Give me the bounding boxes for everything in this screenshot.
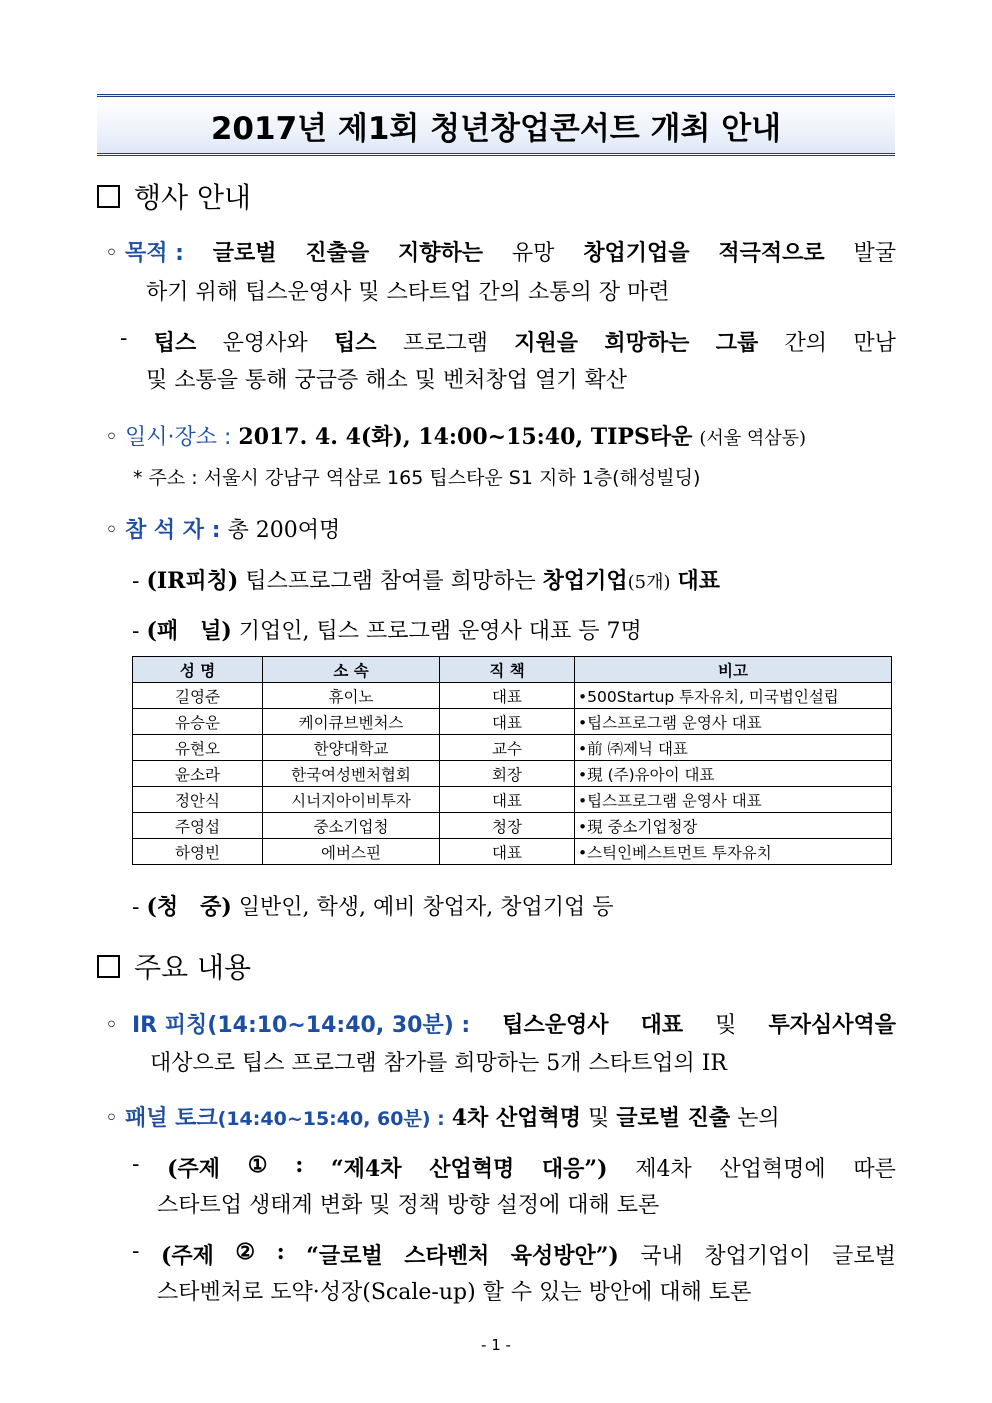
panel-talk-label: 패널 토크(14:40~15:40, 60분) : [124,1106,445,1131]
panel-topic1-line-2: 스타트업 생태계 변화 및 정책 방향 설정에 대해 토론 [157,1193,660,1218]
table-row: 하영빈 에버스핀 대표 •스틱인베스트먼트 투자유치 [133,839,892,865]
ir-pitching-line-1: ◦ IR 피칭(14:10~14:40, 30분) : 팁스운영사 대표 및 투자심사역을 [105,1012,896,1038]
attendees-audience-line: - (청 중) 일반인, 학생, 예비 창업자, 창업기업 등 [132,894,614,920]
address-note: * 주소 : 서울시 강남구 역삼로 165 팁스타운 S1 지하 1층(해성빌딩) [133,467,701,489]
datetime-line: ◦ 일시·장소 : 2017. 4. 4(화), 14:00~15:40, TIPS타운 (서울 역삼동) [105,424,807,450]
header-name: 성 명 [133,657,263,683]
table-row: 길영준 휴이노 대표 •500Startup 투자유치, 미국법인설립 [133,683,892,709]
purpose-line-2: 하기 위해 팁스운영사 및 스타트업 간의 소통의 장 마련 [146,280,670,305]
page-title: 2017년 제1회 청년창업콘서트 개최 안내 [210,110,782,147]
panel-topic2-line-2: 스타벤처로 도약·성장(Scale-up) 할 수 있는 방안에 대해 토론 [157,1280,752,1305]
section-heading-event: 행사 안내 [97,176,251,216]
attendees-value: 총 200여명 [227,518,341,543]
purpose-label: 목적 : [124,241,184,266]
panel-topic2-line-1: - (주제 ② : “글로벌 스타벤처 육성방안”) 국내 창업기업이 글로벌 [132,1239,896,1269]
purpose-sub-line-1: - 팁스 운영사와 팁스 프로그램 지원을 희망하는 그룹 간의 만남 [120,326,896,356]
checkbox-square-icon [97,185,120,208]
datetime-value: 2017. 4. 4(화), 14:00~15:40, TIPS타운 [238,424,693,450]
ir-pitching-label: IR 피칭(14:10~14:40, 30분) : [131,1013,471,1038]
title-banner [97,94,895,156]
attendees-panel-line: - (패 널) 기업인, 팁스 프로그램 운영사 대표 등 7명 [132,618,642,644]
page-number: - 1 - [481,1336,511,1354]
checkbox-square-icon [97,955,120,978]
header-remarks: 비고 [575,657,892,683]
panel-talk-line: ◦ 패널 토크(14:40~15:40, 60분) : 4차 산업혁명 및 글로벌 진출 논의 [105,1105,780,1131]
table-header-row [133,657,892,683]
purpose-line-1: ◦ 목적 : 글로벌 진출을 지향하는 유망 창업기업을 적극적으로 발굴 [105,240,896,266]
table-row: 유현오 한양대학교 교수 •前 ㈜제닉 대표 [133,735,892,761]
table-row: 주영섭 중소기업청 청장 •現 중소기업청장 [133,813,892,839]
header-affiliation: 소 속 [263,657,440,683]
table-row: 정안식 시너지아이비투자 대표 •팁스프로그램 운영사 대표 [133,787,892,813]
purpose-sub-line-2: 및 소통을 통해 궁금증 해소 및 벤처창업 열기 확산 [146,368,627,393]
attendees-label: 참 석 자 : [124,518,221,543]
attendees-line: ◦ 참 석 자 : 총 200여명 [105,518,341,543]
table-row: 유승운 케이큐브벤처스 대표 •팁스프로그램 운영사 대표 [133,709,892,735]
section-heading-content: 주요 내용 [97,946,251,986]
ir-pitching-line-2: 대상으로 팁스 프로그램 참가를 희망하는 5개 스타트업의 IR [150,1051,728,1076]
panel-topic1-line-1: - (주제 ① : “제4차 산업혁명 대응”) 제4차 산업혁명에 따른 [132,1152,896,1182]
attendees-ir-line: - (IR피칭) 팁스프로그램 참여를 희망하는 창업기업(5개) 대표 [132,568,721,594]
header-position: 직 책 [440,657,575,683]
table-row: 윤소라 한국여성벤처협회 회장 •現 (주)유아이 대표 [133,761,892,787]
datetime-place: (서울 역삼동) [699,428,807,449]
panel-members-table [132,656,892,865]
datetime-label: 일시·장소 : [124,425,232,450]
